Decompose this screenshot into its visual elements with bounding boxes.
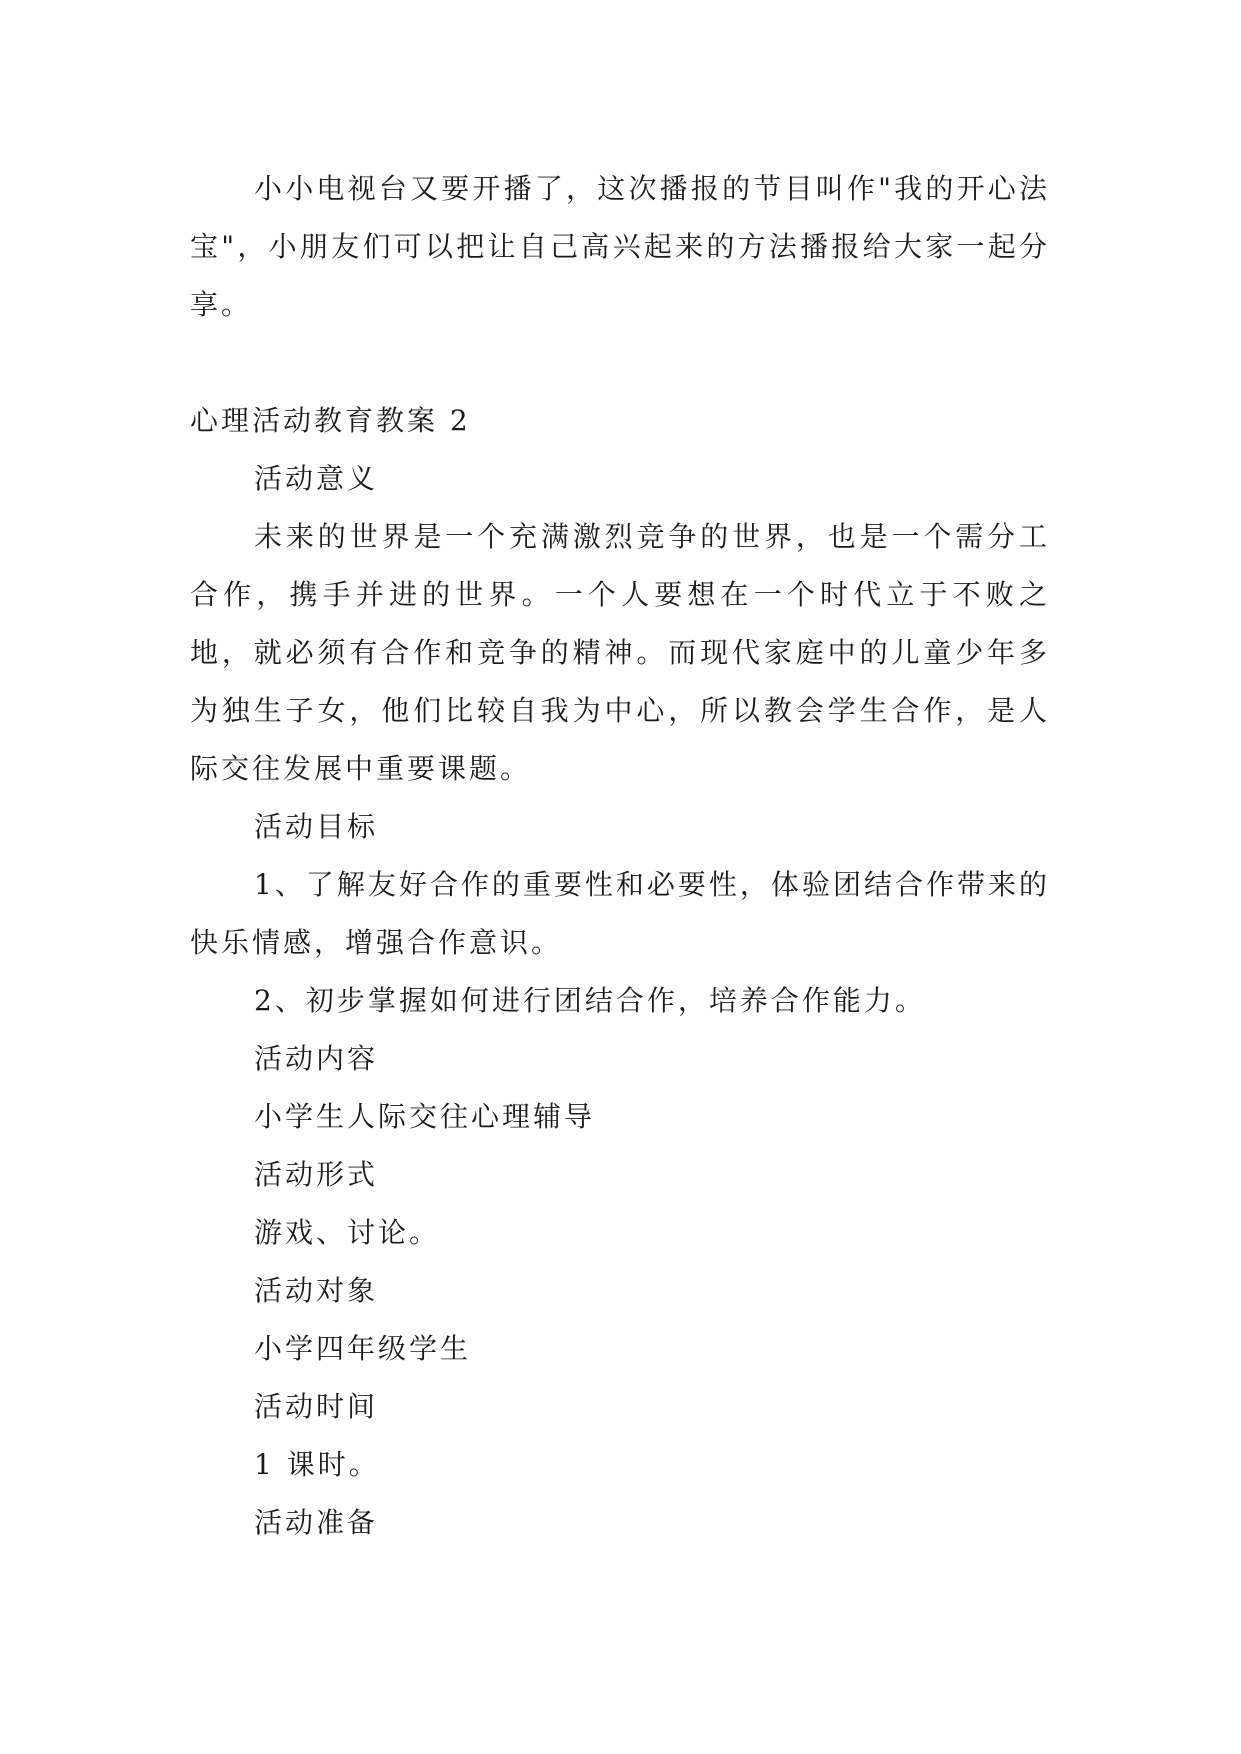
content-heading: 活动内容	[254, 1042, 379, 1075]
goal-heading: 活动目标	[254, 810, 379, 843]
time-text: 1 课时。	[254, 1448, 380, 1481]
document-body	[190, 160, 1050, 1552]
time-heading: 活动时间	[254, 1390, 379, 1423]
goal-item-1: 1、了解友好合作的重要性和必要性，体验团结合作带来的快乐情感，增强合作意识。	[190, 868, 1050, 959]
meaning-paragraph: 未来的世界是一个充满激烈竞争的世界，也是一个需分工合作，携手并进的世界。一个人要想在一个时代立于不败之地，就必须有合作和竞争的精神。而现代家庭中的儿童少年多为独生子女，他们比较自我为中心，所以教会学生合作，是人际交往发展中重要课题。	[190, 520, 1050, 785]
form-text: 游戏、讨论。	[254, 1216, 441, 1249]
prep-heading: 活动准备	[254, 1506, 379, 1539]
form-heading: 活动形式	[254, 1158, 379, 1191]
section-title: 心理活动教育教案 2	[190, 404, 471, 437]
paragraph-spacer	[190, 334, 1050, 392]
meaning-heading: 活动意义	[254, 462, 379, 495]
target-heading: 活动对象	[254, 1274, 379, 1307]
content-text: 小学生人际交往心理辅导	[254, 1100, 596, 1133]
target-text: 小学四年级学生	[254, 1332, 472, 1365]
intro-paragraph: 小小电视台又要开播了，这次播报的节目叫作"我的开心法宝"，小朋友们可以把让自己高兴起来的方法播报给大家一起分享。	[190, 172, 1050, 321]
goal-item-2: 2、初步掌握如何进行团结合作，培养合作能力。	[254, 984, 926, 1017]
